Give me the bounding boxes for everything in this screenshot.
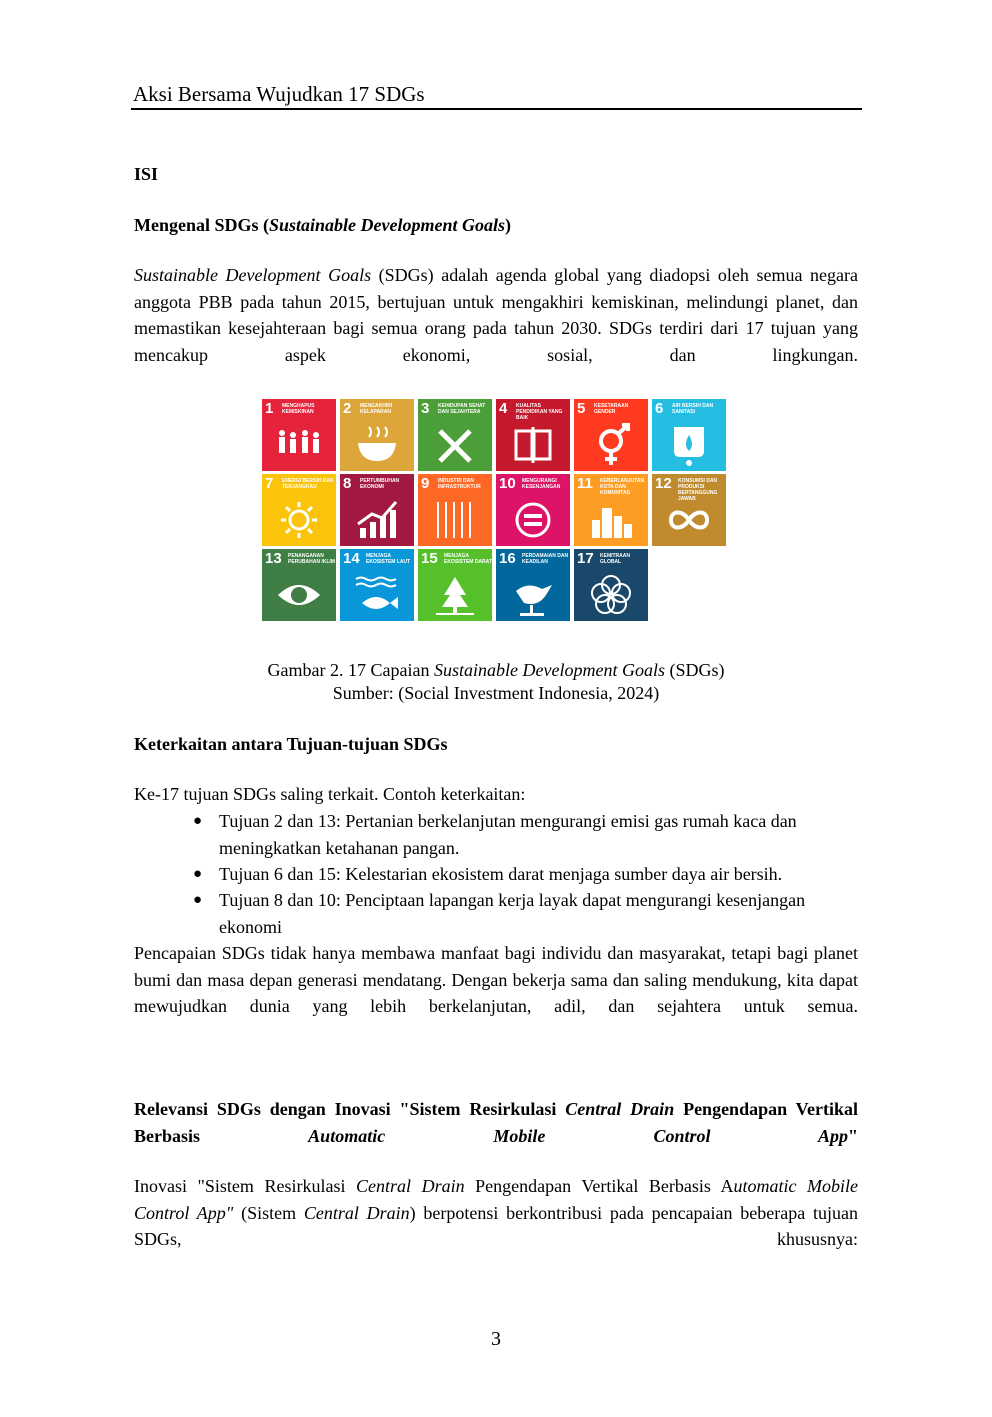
sdg-tile-label: MENJAGA EKOSISTEM DARAT <box>444 553 492 565</box>
sdg-tile-label: AIR BERSIH DAN SANITASI <box>672 403 714 415</box>
sdg-tile-number: 9 <box>421 475 430 492</box>
sdg-tile-label: ENERGI BERSIH DAN TERJANGKAU <box>282 478 334 490</box>
heading-italic: Sustainable Development Goals <box>269 215 506 235</box>
sdg-tile-label: KEBERLANJUTAN KOTA DAN KOMUNITAS <box>600 478 645 496</box>
caption-text: Gambar 2. 17 Capaian <box>267 660 434 680</box>
bullet-text: ekonomi <box>219 916 282 937</box>
bullet-dot: ● <box>193 813 203 829</box>
header-rule <box>131 108 862 110</box>
sdg-tile-7 <box>262 474 336 546</box>
sdg-tile-number: 10 <box>499 475 516 492</box>
sdg-tile-label: KEHIDUPAN SEHAT DAN SEJAHTERA <box>438 403 486 415</box>
heading-text: Mengenal SDGs ( <box>134 215 269 235</box>
sdg-tile-8 <box>340 474 414 546</box>
sdg-tile-number: 1 <box>265 400 274 417</box>
paragraph-text: Inovasi "Sistem Resirkulasi <box>134 1176 357 1196</box>
sdg-tile-number: 4 <box>499 400 508 417</box>
paragraph-pencapaian: Pencapaian SDGs tidak hanya membawa manfaat bagi individu dan masyarakat, tetapi bagi planet bumi dan masa depan generasi mendatang. Dengan bekerja sama dan saling mendukung, kita dapat mewujudkan dunia yang lebih berkelanjutan, adil, dan sejahtera untuk semua. <box>134 943 858 1016</box>
sdg-tile-label: KESETARAAN GENDER <box>594 403 629 415</box>
sdg-tile-14 <box>340 549 414 621</box>
heading-keterkaitan: Keterkaitan antara Tujuan-tujuan SDGs <box>134 734 448 754</box>
bullet-text: Tujuan 8 dan 10: Penciptaan lapangan kerja layak dapat mengurangi kesenjangan <box>219 890 806 910</box>
caption-text: (SDGs) <box>664 660 725 680</box>
bullet-dot: ● <box>193 866 203 882</box>
paragraph-keterkaitan-intro: Ke-17 tujuan SDGs saling terkait. Contoh keterkaitan: <box>134 784 526 804</box>
paragraph-text: ) berpotensi berkontribusi pada pencapaian beberapa tujuan SDGs, khususnya: <box>134 1202 858 1249</box>
bullet-dot: ● <box>193 892 203 908</box>
sdg-tile-number: 8 <box>343 475 352 492</box>
heading-mengenal-sdgs <box>134 212 858 239</box>
paragraph-italic: utomatic Mobile Control App" <box>134 1176 858 1223</box>
sdg-tile-2 <box>340 399 414 471</box>
sdg-tile-label: KEMITRAAN GLOBAL <box>600 553 630 565</box>
sdg-tile-3 <box>418 399 492 471</box>
sdg-tile-number: 5 <box>577 400 586 417</box>
sdg-tile-number: 6 <box>655 400 664 417</box>
figure-caption <box>134 659 858 682</box>
sdg-tile-label: KONSUMSI DAN PRODUKSI BERTANGGUNG JAWAB <box>678 478 718 502</box>
heading-text: Pengendapan Vertikal Berbasis <box>134 1099 858 1146</box>
paragraph-inovasi <box>134 1173 858 1279</box>
sdg-tile-5 <box>574 399 648 471</box>
sdg-tile-label: MENJAGA EKOSISTEM LAUT <box>366 553 411 565</box>
heading-italic: Automatic Mobile Control App <box>308 1125 848 1146</box>
sdg-tile-label: MENGHAPUS KEMISKINAN <box>282 403 315 415</box>
running-header: Aksi Bersama Wujudkan 17 SDGs <box>133 82 425 106</box>
sdg-tile-label: MENGURANGI KESENJANGAN <box>522 478 561 490</box>
paragraph-italic: Central Drain <box>356 1176 465 1196</box>
paragraph-text: (SDGs) adalah agenda global yang diadopsi oleh semua negara anggota PBB pada tahun 2015, bertujuan untuk mengakhiri kemiskinan, melindungi planet, dan memastikan kesejahteraan bagi semua orang pada tahun 2030. SDGs terdiri dari 17 tujuan yang mencakup aspek ekonomi, sosial, dan lingkungan. <box>134 265 858 365</box>
heading-relevansi <box>134 1096 858 1176</box>
page-number: 3 <box>491 1328 501 1350</box>
sdg-tile-number: 17 <box>577 550 594 567</box>
bullet-item <box>193 808 859 861</box>
sdg-tile-number: 16 <box>499 550 516 567</box>
paragraph-text: (Sistem <box>233 1202 304 1223</box>
paragraph-text: Pengendapan Vertikal Berbasis A <box>464 1176 734 1196</box>
bullet-item <box>193 861 859 888</box>
heading-text: ) <box>505 215 512 235</box>
sdg-tile-label: MENGAKHIRI KELAPARAN <box>360 403 393 415</box>
heading-italic: Central Drain <box>565 1099 675 1119</box>
sdg-tile-number: 7 <box>265 475 274 492</box>
figure-source: Sumber: (Social Investment Indonesia, 2024) <box>332 683 660 703</box>
sdg-tile-number: 2 <box>343 400 352 417</box>
paragraph-italic: Central Drain <box>303 1202 410 1223</box>
sdg-tile-number: 15 <box>421 550 438 567</box>
paragraph-intro <box>134 262 858 395</box>
sdg-tile-15 <box>418 549 492 621</box>
bullet-text: Tujuan 2 dan 13: Pertanian berkelanjutan mengurangi emisi gas rumah kaca dan <box>219 811 797 831</box>
sdg-tile-number: 13 <box>265 550 282 567</box>
heading-text: " <box>848 1125 858 1146</box>
sdg-tile-number: 12 <box>655 475 672 492</box>
sdg-tile-label: PERTUMBUHAN EKONOMI <box>360 478 400 490</box>
sdg-tile-17 <box>574 549 648 621</box>
sdg-tile-number: 14 <box>343 550 360 567</box>
bullet-text: Tujuan 6 dan 15: Kelestarian ekosistem darat menjaga sumber daya air bersih. <box>219 864 783 884</box>
sdg-tile-10 <box>496 474 570 546</box>
sdg-tile-number: 11 <box>577 475 593 492</box>
sdg-tile-4 <box>496 399 570 471</box>
sdg-tile-13 <box>262 549 336 621</box>
sdg-tile-label: KUALITAS PENDIDIKAN YANG BAIK <box>516 403 563 421</box>
sdg-tile-1 <box>262 399 336 471</box>
paragraph-italic: Sustainable Development Goals <box>134 265 372 285</box>
bullet-text: meningkatkan ketahanan pangan. <box>219 837 460 858</box>
sdg-tile-12 <box>652 474 726 546</box>
sdg-tile-label: PENANGANAN PERUBAHAN IKLIM <box>288 553 335 565</box>
caption-italic: Sustainable Development Goals <box>433 660 665 680</box>
sdg-tile-label: PERDAMAIAN DAN KEADILAN <box>522 553 569 565</box>
sdg-tile-9 <box>418 474 492 546</box>
section-label: ISI <box>134 164 159 184</box>
sdg-tile-11 <box>574 474 648 546</box>
sdg-goals-figure <box>262 399 729 622</box>
heading-text: Relevansi SDGs dengan Inovasi "Sistem Resirkulasi <box>134 1099 566 1119</box>
sdg-tile-number: 3 <box>421 400 430 417</box>
sdg-tile-16 <box>496 549 570 621</box>
bullet-item <box>193 887 859 940</box>
sdg-tile-6 <box>652 399 726 471</box>
sdg-tile-label: INDUSTRI DAN INFRASTRUKTUR <box>438 478 481 490</box>
